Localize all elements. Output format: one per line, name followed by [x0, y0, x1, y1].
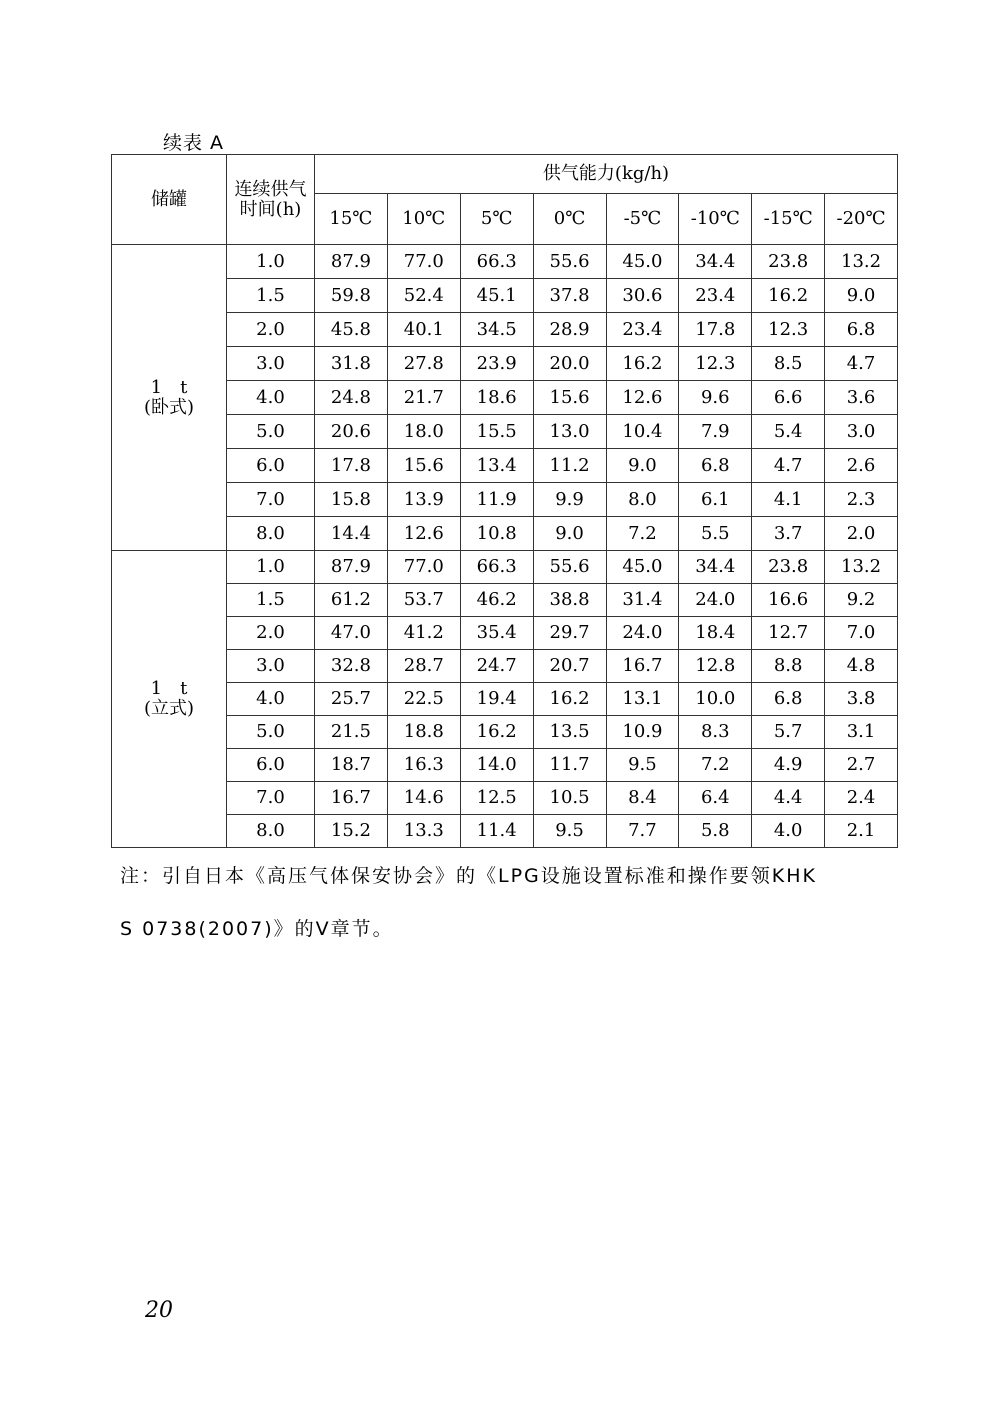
table-row — [112, 449, 898, 483]
value-cell: 12.3 — [752, 313, 825, 347]
value-cell: 6.1 — [679, 483, 752, 517]
value-cell: 8.4 — [606, 782, 679, 815]
value-cell: 20.7 — [533, 650, 606, 683]
value-cell: 10.5 — [533, 782, 606, 815]
value-cell: 9.0 — [533, 517, 606, 551]
value-cell: 29.7 — [533, 617, 606, 650]
tank-cell — [112, 551, 227, 848]
value-cell: 3.0 — [825, 415, 898, 449]
value-cell: 24.8 — [315, 381, 388, 415]
page-number: 20 — [145, 1298, 173, 1323]
time-cell: 1.0 — [227, 245, 315, 279]
table-row — [112, 381, 898, 415]
table-row — [112, 347, 898, 381]
value-cell: 18.7 — [315, 749, 388, 782]
value-cell: 28.7 — [387, 650, 460, 683]
value-cell: 6.4 — [679, 782, 752, 815]
value-cell: 4.7 — [825, 347, 898, 381]
value-cell: 7.9 — [679, 415, 752, 449]
value-cell: 52.4 — [387, 279, 460, 313]
value-cell: 6.6 — [752, 381, 825, 415]
value-cell: 2.0 — [825, 517, 898, 551]
value-cell: 11.4 — [460, 815, 533, 848]
header-temp: 10℃ — [387, 194, 460, 245]
value-cell: 27.8 — [387, 347, 460, 381]
tank-type: (卧式) — [143, 396, 195, 418]
table-row — [112, 415, 898, 449]
value-cell: 9.9 — [533, 483, 606, 517]
header-temp: 5℃ — [460, 194, 533, 245]
table-row — [112, 551, 898, 584]
value-cell: 12.5 — [460, 782, 533, 815]
table-body — [112, 245, 898, 848]
value-cell: 12.6 — [387, 517, 460, 551]
value-cell: 11.7 — [533, 749, 606, 782]
value-cell: 77.0 — [387, 245, 460, 279]
value-cell: 16.2 — [606, 347, 679, 381]
value-cell: 13.5 — [533, 716, 606, 749]
value-cell: 87.9 — [315, 245, 388, 279]
value-cell: 16.2 — [752, 279, 825, 313]
value-cell: 2.6 — [825, 449, 898, 483]
value-cell: 8.0 — [606, 483, 679, 517]
value-cell: 2.4 — [825, 782, 898, 815]
header-temp: -20℃ — [825, 194, 898, 245]
value-cell: 22.5 — [387, 683, 460, 716]
value-cell: 16.7 — [315, 782, 388, 815]
value-cell: 13.1 — [606, 683, 679, 716]
time-cell: 7.0 — [227, 782, 315, 815]
header-time: 连续供气时间(h) — [227, 155, 315, 245]
time-cell: 6.0 — [227, 449, 315, 483]
table-row — [112, 245, 898, 279]
table-row — [112, 650, 898, 683]
value-cell: 13.2 — [825, 551, 898, 584]
value-cell: 46.2 — [460, 584, 533, 617]
value-cell: 18.8 — [387, 716, 460, 749]
value-cell: 7.2 — [606, 517, 679, 551]
header-temp: -15℃ — [752, 194, 825, 245]
time-cell: 6.0 — [227, 749, 315, 782]
value-cell: 15.5 — [460, 415, 533, 449]
header-temp: -10℃ — [679, 194, 752, 245]
value-cell: 16.6 — [752, 584, 825, 617]
value-cell: 18.4 — [679, 617, 752, 650]
value-cell: 24.0 — [679, 584, 752, 617]
table-row — [112, 584, 898, 617]
time-cell: 1.0 — [227, 551, 315, 584]
value-cell: 13.0 — [533, 415, 606, 449]
value-cell: 4.4 — [752, 782, 825, 815]
header-temp: -5℃ — [606, 194, 679, 245]
value-cell: 10.4 — [606, 415, 679, 449]
value-cell: 53.7 — [387, 584, 460, 617]
value-cell: 16.2 — [533, 683, 606, 716]
value-cell: 5.7 — [752, 716, 825, 749]
value-cell: 28.9 — [533, 313, 606, 347]
value-cell: 34.4 — [679, 245, 752, 279]
value-cell: 13.3 — [387, 815, 460, 848]
value-cell: 3.1 — [825, 716, 898, 749]
value-cell: 47.0 — [315, 617, 388, 650]
table-row — [112, 815, 898, 848]
value-cell: 7.7 — [606, 815, 679, 848]
time-cell: 5.0 — [227, 415, 315, 449]
tank-capacity: 1 t — [150, 376, 188, 398]
value-cell: 12.6 — [606, 381, 679, 415]
value-cell: 15.8 — [315, 483, 388, 517]
value-cell: 55.6 — [533, 245, 606, 279]
value-cell: 8.5 — [752, 347, 825, 381]
time-cell: 3.0 — [227, 347, 315, 381]
table-header — [112, 155, 898, 245]
value-cell: 61.2 — [315, 584, 388, 617]
value-cell: 45.1 — [460, 279, 533, 313]
value-cell: 18.6 — [460, 381, 533, 415]
value-cell: 17.8 — [315, 449, 388, 483]
value-cell: 7.2 — [679, 749, 752, 782]
header-supply: 供气能力(kg/h) — [315, 155, 898, 194]
value-cell: 10.8 — [460, 517, 533, 551]
value-cell: 4.1 — [752, 483, 825, 517]
value-cell: 66.3 — [460, 551, 533, 584]
value-cell: 41.2 — [387, 617, 460, 650]
value-cell: 12.8 — [679, 650, 752, 683]
table-row — [112, 683, 898, 716]
value-cell: 8.3 — [679, 716, 752, 749]
value-cell: 9.6 — [679, 381, 752, 415]
value-cell: 9.2 — [825, 584, 898, 617]
value-cell: 32.8 — [315, 650, 388, 683]
value-cell: 35.4 — [460, 617, 533, 650]
value-cell: 34.4 — [679, 551, 752, 584]
value-cell: 9.5 — [606, 749, 679, 782]
value-cell: 13.4 — [460, 449, 533, 483]
value-cell: 9.0 — [825, 279, 898, 313]
value-cell: 13.9 — [387, 483, 460, 517]
value-cell: 16.7 — [606, 650, 679, 683]
value-cell: 31.8 — [315, 347, 388, 381]
value-cell: 66.3 — [460, 245, 533, 279]
value-cell: 4.7 — [752, 449, 825, 483]
value-cell: 16.3 — [387, 749, 460, 782]
value-cell: 59.8 — [315, 279, 388, 313]
value-cell: 23.8 — [752, 551, 825, 584]
time-cell: 4.0 — [227, 381, 315, 415]
table-row — [112, 716, 898, 749]
time-cell: 3.0 — [227, 650, 315, 683]
table-row — [112, 313, 898, 347]
value-cell: 9.0 — [606, 449, 679, 483]
header-temp: 0℃ — [533, 194, 606, 245]
value-cell: 15.6 — [533, 381, 606, 415]
value-cell: 2.7 — [825, 749, 898, 782]
value-cell: 4.0 — [752, 815, 825, 848]
header-tank: 储罐 — [112, 155, 227, 245]
time-cell: 1.5 — [227, 584, 315, 617]
value-cell: 45.8 — [315, 313, 388, 347]
time-cell: 8.0 — [227, 815, 315, 848]
table-row — [112, 279, 898, 313]
value-cell: 45.0 — [606, 245, 679, 279]
value-cell: 21.7 — [387, 381, 460, 415]
table-row — [112, 782, 898, 815]
value-cell: 12.7 — [752, 617, 825, 650]
value-cell: 38.8 — [533, 584, 606, 617]
value-cell: 10.9 — [606, 716, 679, 749]
time-cell: 1.5 — [227, 279, 315, 313]
note-line-1: 注：引自日本《高压气体保安协会》的《LPG设施设置标准和操作要领KHK — [120, 865, 817, 887]
value-cell: 15.6 — [387, 449, 460, 483]
value-cell: 87.9 — [315, 551, 388, 584]
value-cell: 31.4 — [606, 584, 679, 617]
value-cell: 11.9 — [460, 483, 533, 517]
value-cell: 19.4 — [460, 683, 533, 716]
value-cell: 55.6 — [533, 551, 606, 584]
tank-type: (立式) — [143, 698, 195, 719]
value-cell: 24.7 — [460, 650, 533, 683]
value-cell: 2.3 — [825, 483, 898, 517]
value-cell: 6.8 — [752, 683, 825, 716]
time-cell: 5.0 — [227, 716, 315, 749]
value-cell: 15.2 — [315, 815, 388, 848]
value-cell: 45.0 — [606, 551, 679, 584]
value-cell: 24.0 — [606, 617, 679, 650]
value-cell: 3.6 — [825, 381, 898, 415]
value-cell: 12.3 — [679, 347, 752, 381]
value-cell: 20.0 — [533, 347, 606, 381]
supply-capacity-table — [111, 154, 898, 848]
value-cell: 5.5 — [679, 517, 752, 551]
value-cell: 14.4 — [315, 517, 388, 551]
value-cell: 16.2 — [460, 716, 533, 749]
value-cell: 77.0 — [387, 551, 460, 584]
value-cell: 8.8 — [752, 650, 825, 683]
value-cell: 34.5 — [460, 313, 533, 347]
table-row — [112, 517, 898, 551]
time-cell: 8.0 — [227, 517, 315, 551]
table-row — [112, 483, 898, 517]
table-caption: 续表 A — [163, 132, 225, 154]
table-row — [112, 617, 898, 650]
value-cell: 17.8 — [679, 313, 752, 347]
time-cell: 2.0 — [227, 313, 315, 347]
value-cell: 4.8 — [825, 650, 898, 683]
value-cell: 18.0 — [387, 415, 460, 449]
value-cell: 5.4 — [752, 415, 825, 449]
value-cell: 2.1 — [825, 815, 898, 848]
value-cell: 14.6 — [387, 782, 460, 815]
tank-cell — [112, 245, 227, 551]
value-cell: 3.7 — [752, 517, 825, 551]
tank-capacity: 1 t — [150, 678, 188, 700]
value-cell: 21.5 — [315, 716, 388, 749]
value-cell: 11.2 — [533, 449, 606, 483]
value-cell: 30.6 — [606, 279, 679, 313]
value-cell: 23.4 — [606, 313, 679, 347]
value-cell: 37.8 — [533, 279, 606, 313]
time-cell: 4.0 — [227, 683, 315, 716]
value-cell: 5.8 — [679, 815, 752, 848]
value-cell: 40.1 — [387, 313, 460, 347]
time-cell: 2.0 — [227, 617, 315, 650]
value-cell: 9.5 — [533, 815, 606, 848]
value-cell: 7.0 — [825, 617, 898, 650]
value-cell: 13.2 — [825, 245, 898, 279]
value-cell: 6.8 — [679, 449, 752, 483]
value-cell: 3.8 — [825, 683, 898, 716]
table-row — [112, 749, 898, 782]
time-cell: 7.0 — [227, 483, 315, 517]
value-cell: 23.4 — [679, 279, 752, 313]
value-cell: 4.9 — [752, 749, 825, 782]
value-cell: 10.0 — [679, 683, 752, 716]
header-temp: 15℃ — [315, 194, 388, 245]
value-cell: 23.8 — [752, 245, 825, 279]
value-cell: 23.9 — [460, 347, 533, 381]
value-cell: 6.8 — [825, 313, 898, 347]
note-line-2: S 0738(2007)》的Ⅴ章节。 — [120, 918, 394, 940]
value-cell: 25.7 — [315, 683, 388, 716]
value-cell: 14.0 — [460, 749, 533, 782]
value-cell: 20.6 — [315, 415, 388, 449]
